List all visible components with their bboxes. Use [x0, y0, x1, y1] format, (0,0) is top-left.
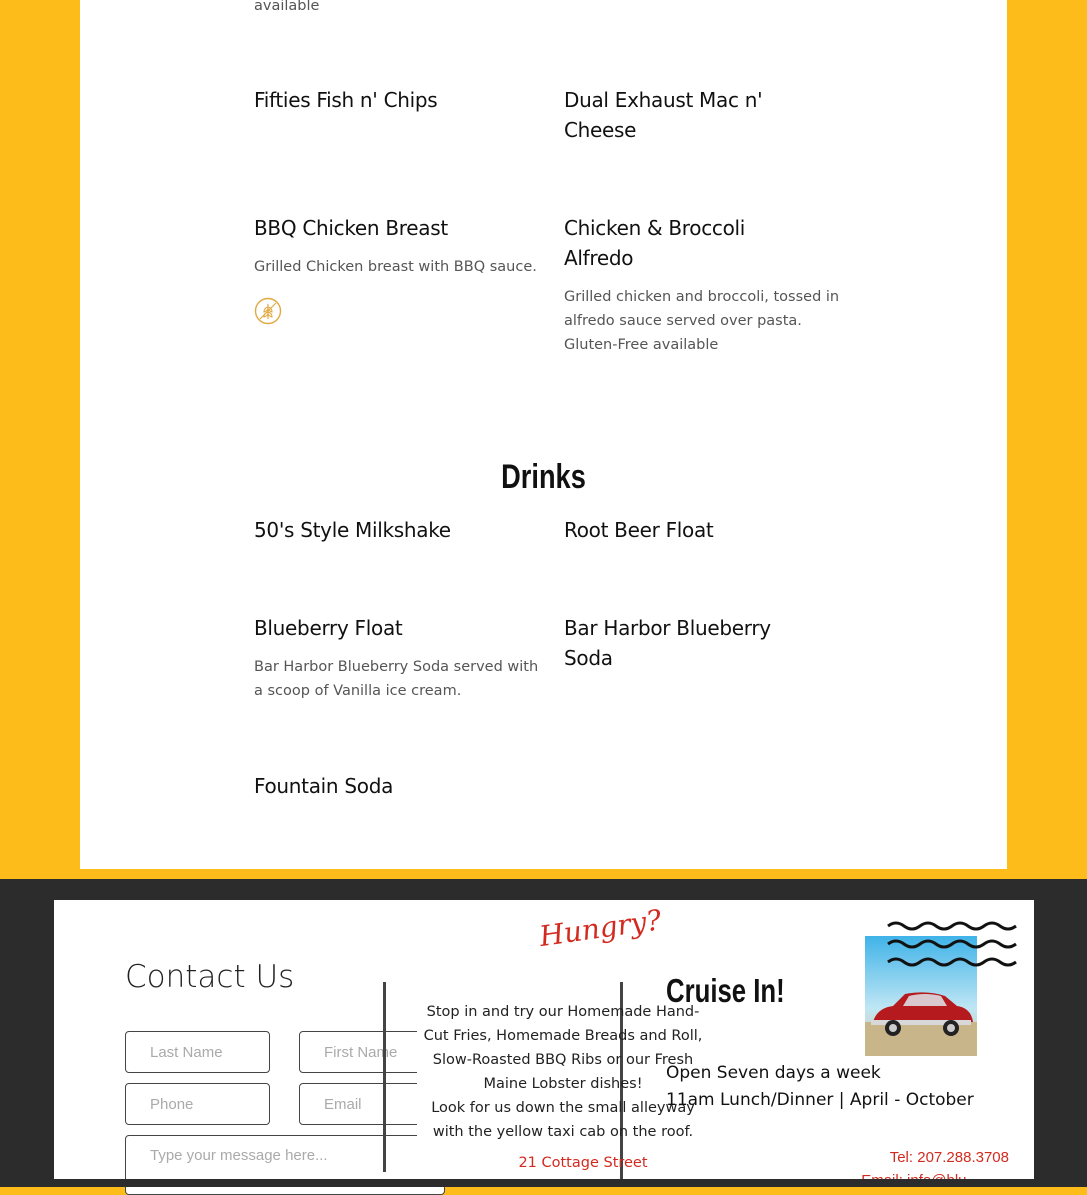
footer-bottom-bar: [0, 1179, 1087, 1187]
hours-line: Open Seven days a week: [666, 1063, 881, 1083]
address-link[interactable]: 21 Cottage Street: [518, 1155, 648, 1171]
contact-title: Contact Us: [125, 959, 295, 995]
promo-paragraph: Look for us down the small alleyway with the yellow taxi cab on the roof.: [431, 1100, 695, 1140]
last-name-field[interactable]: [125, 1031, 270, 1073]
drink-item-title: 50's Style Milkshake: [254, 518, 451, 542]
drink-item-title: Blueberry Float: [254, 616, 403, 640]
drinks-heading: Drinks: [501, 458, 586, 496]
menu-item-title: Chicken & Broccoli Alfredo: [564, 216, 746, 270]
footer-card: [54, 900, 1034, 1179]
divider-line: [383, 982, 386, 1172]
wheat-icon: [254, 297, 282, 325]
menu-item-title: Fifties Fish n' Chips: [254, 88, 438, 112]
cut-off-description: available: [254, 0, 320, 14]
hungry-heading: Hungry?: [537, 903, 664, 953]
menu-item-description: Grilled Chicken breast with BBQ sauce.: [254, 259, 537, 275]
menu-item-description: Grilled chicken and broccoli, tossed in alfredo sauce served over pasta. Gluten-Free available: [564, 289, 840, 353]
drink-item-description: Bar Harbor Blueberry Soda served with a scoop of Vanilla ice cream.: [254, 659, 539, 699]
menu-item-title: Dual Exhaust Mac n' Cheese: [564, 88, 763, 142]
drink-item-title: Root Beer Float: [564, 518, 714, 542]
menu-item-title: BBQ Chicken Breast: [254, 216, 448, 240]
drink-item-title: Fountain Soda: [254, 774, 394, 798]
menu-card: [80, 0, 1007, 869]
cruise-heading: Cruise In!: [666, 972, 785, 1009]
wave-lines-decoration: [886, 920, 1018, 972]
promo-paragraph: Stop in and try our Homemade Hand-Cut Fries, Homemade Breads and Roll, Slow-Roasted BBQ Ribs or our Fresh Maine Lobster dishes!: [423, 1004, 703, 1092]
drink-item-title: Bar Harbor Blueberry Soda: [564, 616, 771, 670]
hours-line: 11am Lunch/Dinner | April - October: [666, 1090, 974, 1110]
phone-field[interactable]: [125, 1083, 270, 1125]
phone-link[interactable]: Tel: 207.288.3708: [889, 1149, 1009, 1166]
footer: [0, 879, 1087, 1187]
